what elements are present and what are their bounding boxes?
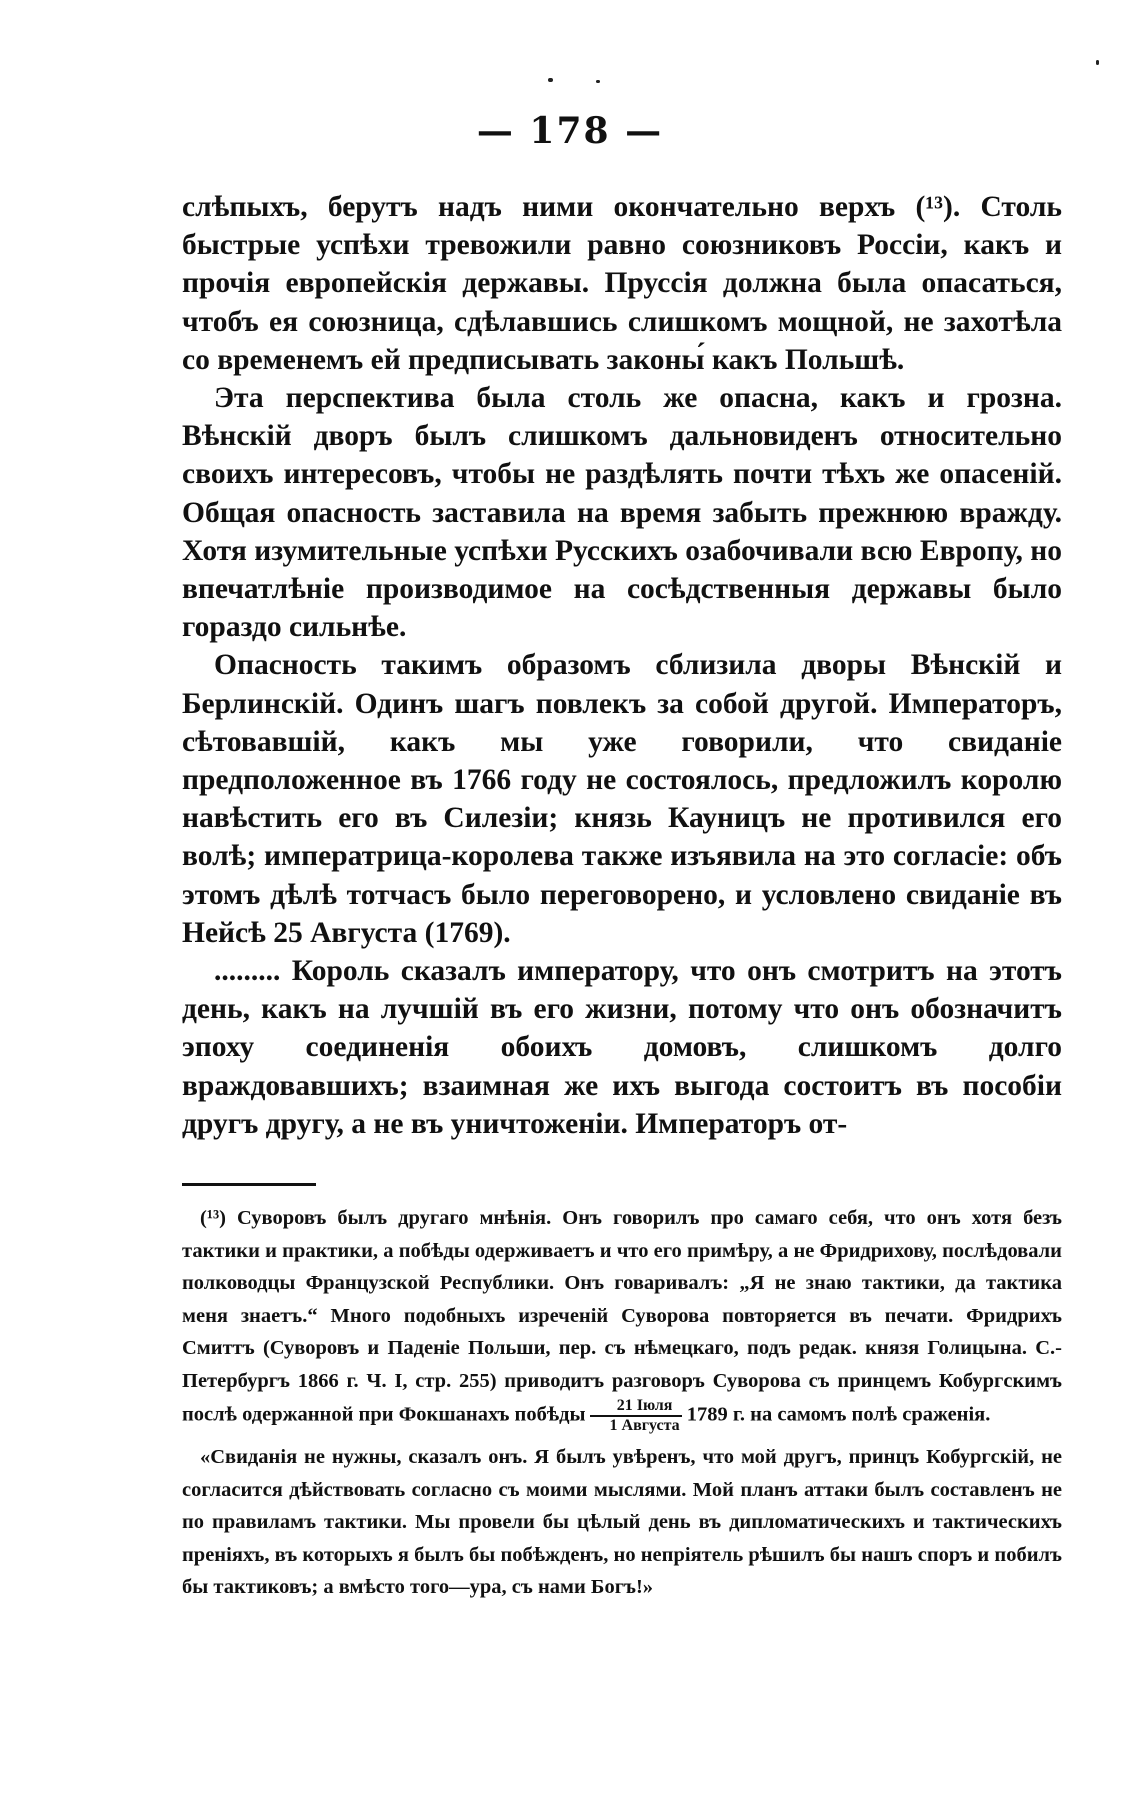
footnotes — [182, 1202, 1062, 1604]
print-speck — [596, 80, 600, 83]
print-speck — [1096, 60, 1099, 65]
page-number: — 178 — — [476, 110, 664, 152]
paragraph-3: Опасность такимъ образомъ сблизила дворы Вѣнскій и Берлинскій. Одинъ шагъ повлекъ за собой другой. Императоръ, сѣтовавшій, какъ мы уже говорили, что свиданіе предположенное въ 1766 году не состоялось, предложилъ королю навѣстить его въ Силезіи; князь Кауницъ не противился его волѣ; императрица-королева также изъявила на это согласіе: объ этомъ дѣлѣ тотчасъ было переговорено, и условлено свиданіе въ Нейсѣ 25 Августа (1769). — [182, 649, 1062, 949]
footnote-separator — [182, 1183, 316, 1186]
paragraph-1: слѣпыхъ, берутъ надъ ними окончательно верхъ (¹³). Столь быстрые успѣхи тревожили равно союзниковъ Россіи, какъ и прочія европейскія державы. Пруссія должна была опасаться, чтобъ ея союзница, сдѣлавшись слишкомъ мощной, не захотѣла со временемъ ей предписывать законы́ какъ Польшѣ. — [182, 191, 1062, 376]
footnote-13 — [182, 1202, 1062, 1435]
main-text — [182, 188, 1062, 1143]
footnote-text: Суворовъ былъ другаго мнѣнія. Онъ говорилъ про самаго себя, что онъ хотя безъ тактики и практики, а побѣды одерживаетъ и что его примѣру, а не Фридрихову, послѣдовали полководцы Французской Республики. Онъ говаривалъ: „Я не знаю тактики, да тактика меня знаетъ.“ Много подобныхъ изреченій Суворова повторяется въ печати. Фридрихъ Смиттъ (Суворовъ и Паденіе Польши, пер. съ нѣмецкаго, подъ редак. князя Голицына. С.-Петербургъ 1866 г. Ч. I, стр. 255) приводитъ разговоръ Суворова съ принцемъ Кобургскимъ послѣ одержанной при Фокшанахъ побѣды — [182, 1207, 1062, 1426]
paragraph-2: Эта перспектива была столь же опасна, какъ и грозна. Вѣнскій дворъ былъ слишкомъ дальновиденъ относительно своихъ интересовъ, чтобы не раздѣлять почти тѣхъ же опасеній. Общая опасность заставила на время забыть прежнюю вражду. Хотя изумительные успѣхи Русскихъ озабочивали всю Европу, но впечатлѣніе производимое на сосѣдственныя державы было гораздо сильнѣе. — [182, 382, 1062, 644]
fraction-numerator: 21 Іюля — [590, 1397, 682, 1417]
print-speck — [548, 78, 553, 82]
footnote-tail: 1789 г. на самомъ полѣ сраженія. — [681, 1403, 991, 1426]
print-specks — [0, 78, 1140, 98]
fraction-denominator: 1 Августа — [609, 1417, 680, 1434]
date-fraction — [590, 1397, 682, 1435]
footnote-marker: (¹³) — [200, 1207, 226, 1229]
paragraph-4: ......... Король сказалъ императору, что онъ смотритъ на этотъ день, какъ на лучшій въ его жизни, потому что онъ обозначитъ эпоху соединенія обоихъ домовъ, слишкомъ долго враждовавшихъ; взаимная же ихъ выгода состоитъ въ пособіи другъ другу, а не въ уничтоженіи. Императоръ от- — [182, 955, 1062, 1140]
footnote-quote: «Свиданія не нужны, сказалъ онъ. Я былъ увѣренъ, что мой другъ, принцъ Кобургскій, не согласится дѣйствовать согласно съ моими мыслями. Мой планъ аттаки былъ составленъ не по правиламъ тактики. Мы провели бы цѣлый день въ дипломатическихъ и тактическихъ преніяхъ, въ которыхъ я былъ бы побѣжденъ, но непріятель рѣшилъ бы нашъ споръ и побилъ бы тактиковъ; а вмѣсто того—ура, съ нами Богъ!» — [182, 1446, 1062, 1598]
